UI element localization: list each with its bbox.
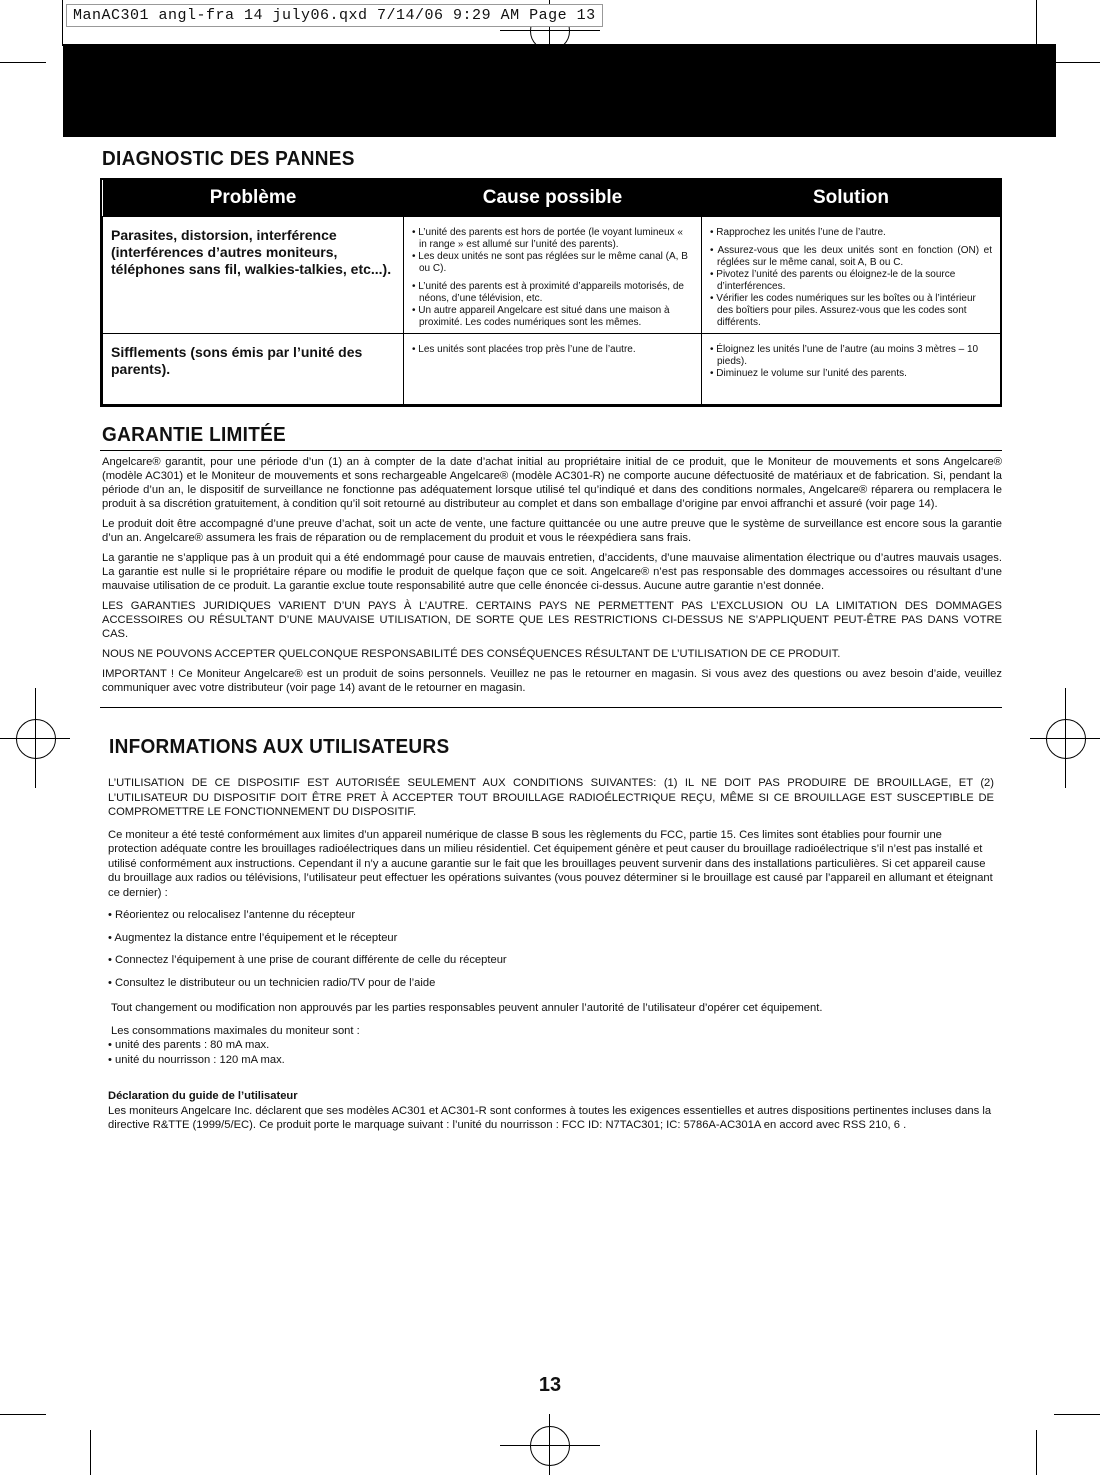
warranty-bottom-rule [100,707,1002,708]
cause-item: • Les unités sont placées trop près l’une de l’autre. [412,344,636,355]
solution-item: • Pivotez l’unité des parents ou éloignez-le de la source d’interférences. [710,269,956,292]
column-header-problem: Problème [103,180,404,217]
list-item: • Réorientez ou relocalisez l’antenne du récepteur [108,909,356,921]
warranty-paragraph: LES GARANTIES JURIDIQUES VARIENT D’UN PAYS À L’AUTRE. CERTAINS PAYS NE PERMETTENT PAS L’EXCLUSION OU LA LIMITATION DES DOMMAGES ACCESSOIRES OU RÉSULTANT D’UNE MAUVAISE UTILISATION, DE SORTE QUE LES RESTRICTIONS CI-DESSUS NE S’APPLIQUENT PEUT-ÊTRE PAS DANS VOTRE CAS. [102,600,1002,640]
page-number: 13 [538,1374,562,1396]
print-slug: ManAC301 angl-fra 14 july06.qxd 7/14/06 9:29 AM Page 13 [66,4,603,27]
registration-mark [500,1445,600,1446]
solution-item: • Vérifier les codes numériques sur les boîtes ou à l’intérieur des boîtiers pour piles. Assurez-vous que les codes sont différents. [710,293,976,328]
registration-mark [35,688,36,788]
info-changes: Tout changement ou modification non approuvés par les parties responsables peuvent annuler l’autorité de l’utilisateur d’opérer cet équipement. [111,1002,823,1014]
cause-item: • Les deux unités ne sont pas réglées sur le même canal (A, B ou C). [412,251,688,274]
solution-cell [702,217,1001,334]
cause-item: • Un autre appareil Angelcare est situé dans une maison à proximité. Les codes numériques sont les mêmes. [412,305,670,328]
solution-item: • Diminuez le volume sur l’unité des parents. [710,368,907,379]
diagnostic-title: DIAGNOSTIC DES PANNES [102,148,355,170]
crop-mark [1054,1414,1100,1415]
info-fcc-paragraph: Ce moniteur a été testé conformément aux limites d’un appareil numérique de classe B sous les règlements du FCC, partie 15. Ces limites sont établies pour fournir une protection adéquate contre les brouillages radioélectriques dans un milieu résidentiel. Cet équipement génère et peut causer du brouillage radioélectrique s’il n’est pas installé et utilisé conformément aux instructions. Cependant il n’y a aucune garantie sur le fait que les brouillages peuvent survenir dans des installations particulières. Si cet appareil cause du brouillage aux radios ou télévisions, l’utilisateur peut effectuer les opérations suivantes (vous pouvez déterminer si le brouillage est causé par l’appareil en allumant et éteignant ce dernier) : [108,828,993,899]
warranty-title: GARANTIE LIMITÉE [102,424,287,446]
declaration-text: Les moniteurs Angelcare Inc. déclarent que ses modèles AC301 et AC301-R sont conformes à toutes les exigences essentielles et autres dispositions pertinentes incluses dans la directive R&TTE (1999/5/EC). Ce produit porte le marquage suivant : l’unité du nourrisson : FCC ID: N7TAC301; IC: 5786A-AC301A en accord avec RSS 210, 6 . [108,1104,992,1131]
list-item: • Consultez le distributeur ou un technicien radio/TV pour de l’aide [108,976,436,989]
crop-mark [1036,0,1037,46]
warranty-paragraph: NOUS NE POUVONS ACCEPTER QUELCONQUE RESPONSABILITÉ DES CONSÉQUENCES RÉSULTANT DE L’UTILISATION DE CE PRODUIT. [102,648,841,660]
crop-mark [0,1414,46,1415]
declaration-title: Déclaration du guide de l’utilisateur [108,1090,298,1102]
solution-cell [702,334,1001,405]
info-intro: L’UTILISATION DE CE DISPOSITIF EST AUTORISÉE SEULEMENT AUX CONDITIONS SUIVANTES: (1) IL NE DOIT PAS PRODUIRE DE BROUILLAGE, ET (2) L’UTILISATEUR DU DISPOSITIF DOIT ÊTRE PRET À ACCEPTER TOUT BROUILLAGE RADIOÉLECTRIQUE REÇU, MÊME SI CE BROUILLAGE EST SUSCEPTIBLE DE COMPROMETTRE LE FONCTIONNEMENT DU DISPOSITIF. [108,777,994,818]
solution-item: • Rapprochez les unités l’une de l’autre. [710,227,886,238]
column-header-cause: Cause possible [404,180,702,217]
cause-item: • L’unité des parents est à proximité d’appareils motorisés, de néons, d’une télévision, etc. [412,281,684,304]
cause-item: • L’unité des parents est hors de portée (le voyant lumineux « in range » est allumé sur l’unité des parents). [412,227,683,250]
warranty-paragraph: La garantie ne s’applique pas à un produit qui a été endommagé pour cause de mauvais entretien, d’accidents, d’une mauvaise alimentation électrique ou d’autres mauvais usages. La garantie est nulle si le propriétaire répare ou modifie le produit de quelque façon que ce soit. Angelcare® n’est pas responsable des dommages accessoires ou résultant d’une mauvaise utilisation de ce produit. La garantie exclue toute responsabilité autre que celle énoncée ci-dessus. Aucune autre garantie n’est donnée. [102,552,1002,592]
registration-mark [1046,719,1086,759]
registration-mark [1065,688,1066,788]
info-body [108,776,994,1133]
table-header-row [103,180,1001,217]
crop-mark [1054,62,1100,63]
crop-mark [90,1430,91,1475]
crop-mark [1036,1430,1037,1475]
consumption-item: • unité des parents : 80 mA max. [108,1039,270,1051]
solution-item: • Éloignez les unités l’une de l’autre (au moins 3 mètres – 10 pieds). [710,344,979,367]
column-header-solution: Solution [702,180,1001,217]
warranty-paragraph: Angelcare® garantit, pour une période d’un (1) an à compter de la date d’achat initial au propriétaire initial de ce produit, que le Moniteur de mouvements et sons Angelcare® (modèle AC301) et le Moniteur de mouvements et sons rechargeable Angelcare® (modèle AC301-R) ne comporte aucune défectuosité de matériaux et de fabrication. Si, pendant la période d’un an, le dispositif de surveillance ne fonctionne pas adéquatement lorsque utilisé tel qu’indiqué et dans des conditions normales, Angelcare® réparera ou remplacera le produit à sa discrétion gratuitement, à condition qu’il soit retourné au distributeur au complet et dans son emballage d’origine par envoi affranchi et assuré (voir page 14). [102,456,1002,510]
table-row [103,217,1001,334]
header-bar [63,44,1056,137]
solution-item: • Assurez-vous que les deux unités sont en fonction (ON) et réglées sur le même canal, soit A, B ou C. [710,245,992,268]
consumption-title: Les consommations maximales du moniteur sont : [111,1024,360,1037]
warranty-top-rule [100,450,1002,451]
registration-mark [500,30,600,31]
crop-mark [62,0,63,46]
table-row [103,334,1001,405]
warranty-paragraph: IMPORTANT ! Ce Moniteur Angelcare® est un produit de soins personnels. Veuillez ne pas le retourner en magasin. Si vous avez des questions ou avez besoin d’aide, veuillez communiquer avec votre distributeur (voir page 14) avant de le retourner en magasin. [102,668,1002,694]
cause-cell [404,334,702,405]
diagnostic-table [100,178,1002,407]
registration-mark [530,1426,570,1466]
list-item: • Augmentez la distance entre l’équipement et le récepteur [108,931,398,944]
consumption-item: • unité du nourrisson : 120 mA max. [108,1053,285,1066]
registration-mark [549,1414,550,1475]
registration-mark [16,719,56,759]
cause-cell [404,217,702,334]
info-title: INFORMATIONS AUX UTILISATEURS [109,736,450,758]
problem-cell: Parasites, distorsion, interférence (interférences d’autres moniteurs, téléphones sans fil, walkies-talkies, etc...). [103,217,404,334]
list-item: • Connectez l’équipement à une prise de courant différente de celle du récepteur [108,954,507,966]
crop-mark [0,62,46,63]
problem-cell: Sifflements (sons émis par l’unité des parents). [103,334,404,405]
warranty-paragraph: Le produit doit être accompagné d’une preuve d’achat, soit un acte de vente, une facture quittancée ou une autre preuve que le système de surveillance est encore sous la garantie d’un an. Angelcare® assumera les frais de réparation ou de remplacement du produit et vous le réexpédiera sans frais. [102,518,1002,544]
warranty-body [102,455,1002,701]
